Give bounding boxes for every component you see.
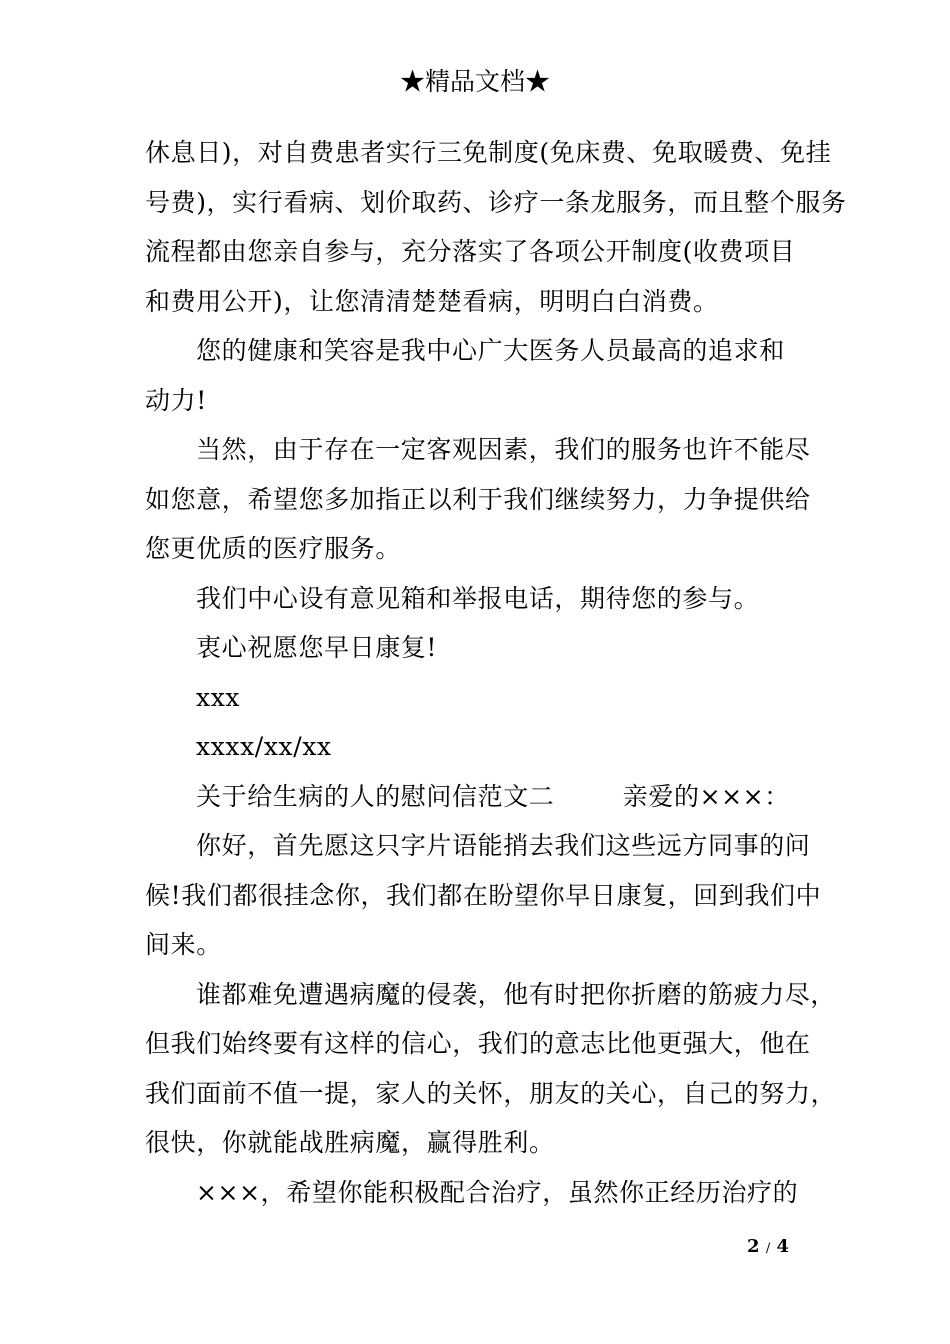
page-separator: / — [765, 1241, 771, 1256]
paragraph-line: 很快，你就能战胜病魔，赢得胜利。 — [145, 1128, 555, 1157]
paragraph-line: 谁都难免遭遇病魔的侵袭，他有时把你折磨的筋疲力尽， — [196, 979, 837, 1009]
paragraph-line: 我们中心设有意见箱和举报电话，期待您的参与。 — [196, 583, 760, 613]
paragraph-line: 动力! — [145, 385, 207, 415]
signature-date: xxxx/xx/xx — [196, 732, 332, 761]
paragraph-line: 当然，由于存在一定客观因素，我们的服务也许不能尽 — [196, 435, 811, 464]
document-header: ★精品文档★ — [399, 67, 550, 96]
page-current: 2 — [747, 1236, 760, 1257]
paragraph-line: 但我们始终要有这样的信心，我们的意志比他更强大，他在 — [145, 1029, 811, 1058]
paragraph-line: 衷心祝愿您早日康复! — [196, 633, 438, 662]
paragraph-line: 我们面前不值一提，家人的关怀，朋友的关心，自己的努力， — [145, 1078, 837, 1108]
document-body — [145, 128, 847, 1217]
paragraph-line: 和费用公开)，让您清清楚楚看病，明明白白消费。 — [145, 286, 719, 316]
paragraph-line: 您的健康和笑容是我中心广大医务人员最高的追求和 — [196, 336, 785, 365]
paragraph-line: 如您意，希望您多加指正以利于我们继续努力，力争提供给 — [145, 484, 811, 514]
signature-name: xxx — [196, 682, 241, 712]
paragraph-line: 候!我们都很挂念你，我们都在盼望你早日康复，回到我们中 — [145, 880, 822, 910]
paragraph-line: 流程都由您亲自参与，充分落实了各项公开制度(收费项目 — [145, 237, 796, 266]
section-heading: 关于给生病的人的慰问信范文二 亲爱的×××： — [196, 781, 790, 811]
paragraph-line: 你好，首先愿这只字片语能捎去我们这些远方同事的问 — [196, 831, 811, 860]
paragraph-line: 您更优质的医疗服务。 — [145, 534, 402, 563]
paragraph-line: ×××，希望你能积极配合治疗，虽然你正经历治疗的 — [196, 1177, 799, 1207]
paragraph-line: 号费)，实行看病、划价取药、诊疗一条龙服务，而且整个服务 — [145, 187, 847, 217]
paragraph-line: 休息日)，对自费患者实行三免制度(免床费、免取暖费、免挂 — [145, 138, 832, 167]
paragraph-line: 间来。 — [145, 930, 222, 959]
page-total: 4 — [776, 1236, 790, 1257]
page-number — [747, 1236, 789, 1260]
